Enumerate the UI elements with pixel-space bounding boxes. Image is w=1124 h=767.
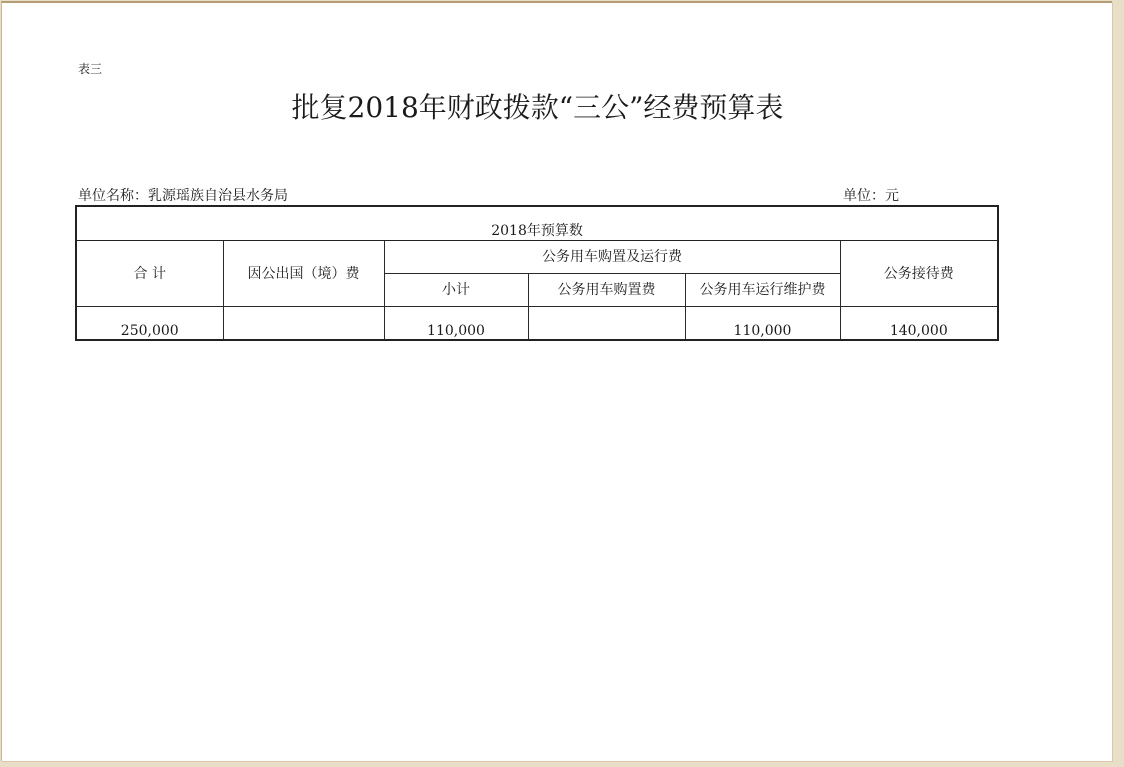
header-vehicle-subtotal: 小计: [384, 274, 528, 307]
header-budget-year: 2018年预算数: [76, 206, 998, 241]
unit-name: 单位名称：乳源瑶族自治县水务局: [78, 188, 288, 204]
header-abroad: 因公出国（境）费: [223, 241, 384, 307]
table-header-row: [76, 206, 998, 241]
currency-unit: 单位：元: [843, 188, 899, 204]
cell-vehicle-purchase: [528, 307, 685, 341]
header-reception: 公务接待费: [840, 241, 998, 307]
document-title: 批复2018年财政拨款“三公”经费预算表: [291, 91, 784, 124]
header-total: 合 计: [76, 241, 223, 307]
sheet-label: 表三: [78, 62, 103, 76]
cell-total: 250,000: [76, 307, 223, 341]
cell-abroad: [223, 307, 384, 341]
header-vehicle-group: 公务用车购置及运行费: [384, 241, 840, 274]
table-row: [76, 307, 998, 341]
header-vehicle-purchase: 公务用车购置费: [528, 274, 685, 307]
cell-reception: 140,000: [840, 307, 998, 341]
cell-vehicle-subtotal: 110,000: [384, 307, 528, 341]
budget-table: [75, 205, 999, 341]
header-vehicle-maintenance: 公务用车运行维护费: [685, 274, 840, 307]
cell-vehicle-maintenance: 110,000: [685, 307, 840, 341]
table-header-row: [76, 241, 998, 274]
